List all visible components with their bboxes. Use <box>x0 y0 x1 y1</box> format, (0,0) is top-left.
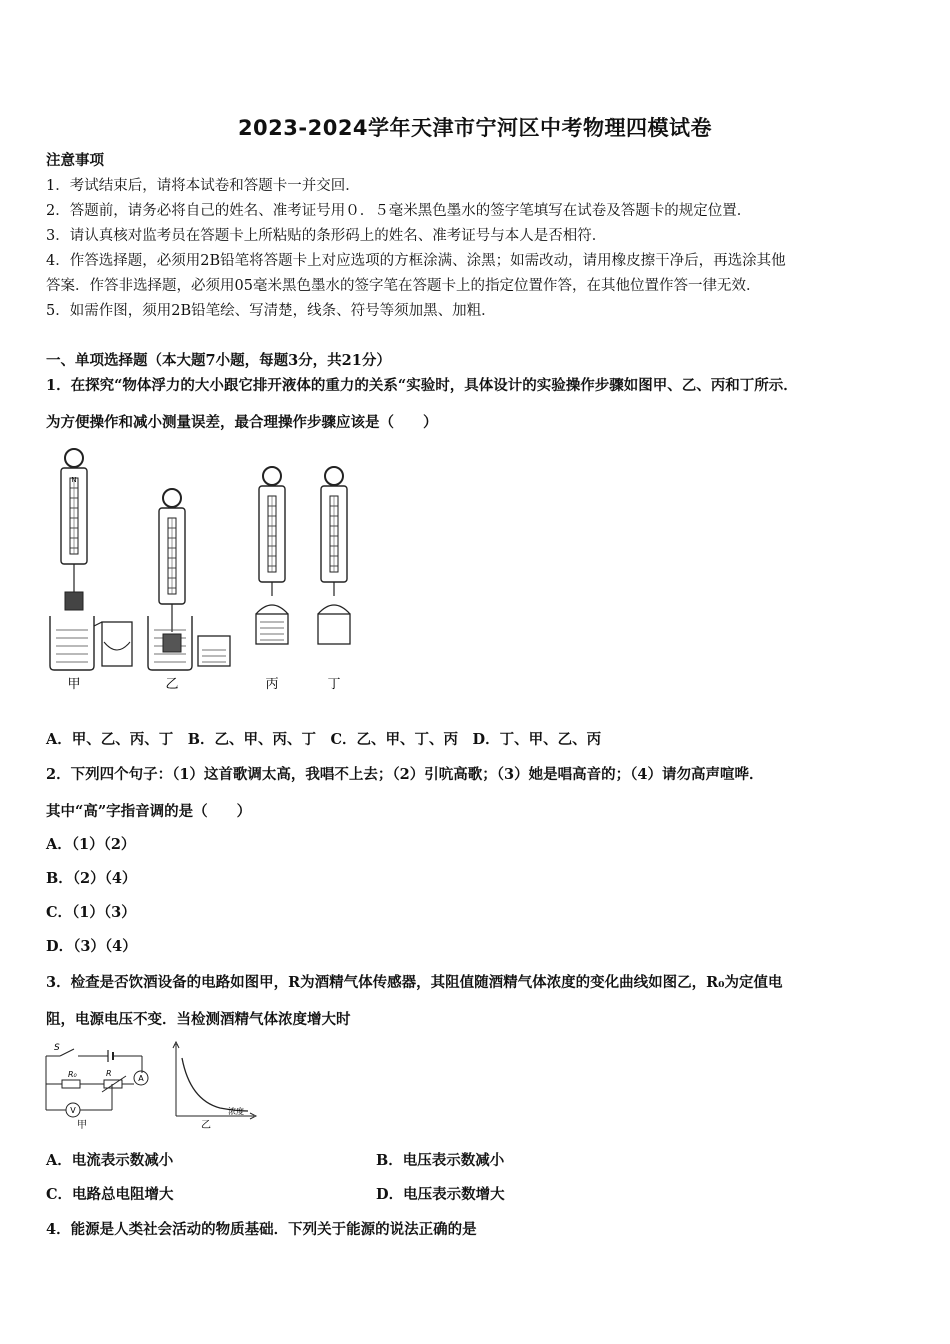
notice-item: 4．作答选择题，必须用2B铅笔将答题卡上对应选项的方框涂满、涂黑；如需改动，请用橡皮擦干净后，再选涂其他 <box>46 253 786 269</box>
circuit-caption: 甲 <box>77 1120 87 1131</box>
q2-option-b: B．（2）（4） <box>46 870 137 887</box>
notice-item: 3．请认真核对监考员在答题卡上所粘贴的条形码上的姓名、准考证号与本人是否相符． <box>46 228 607 244</box>
q1-spring-scale-figure <box>44 446 364 694</box>
section-heading: 一、单项选择题（本大题7小题，每题3分，共21分） <box>46 352 391 369</box>
q3-stem-line1: 3．检查是否饮酒设备的电路如图甲，R为酒精气体传感器，其阻值随酒精气体浓度的变化曲线如图乙，R₀为定值电 <box>46 974 783 991</box>
q1-stem-line1: 1．在探究“物体浮力的大小跟它排开液体的重力的关系“实验时，具体设计的实验操作步骤如图甲、乙、丙和丁所示． <box>46 377 798 394</box>
figure-label-ding: 丁 <box>327 677 341 692</box>
q2-stem-line2: 其中“高”字指音调的是（ ） <box>46 803 252 820</box>
q2-stem-line1: 2．下列四个句子：（1）这首歌调太高，我唱不上去；（2）引吭高歌；（3）她是唱高音的；（4）请勿高声喧哗． <box>46 766 764 783</box>
q3-option-b: B．电压表示数减小 <box>376 1152 505 1169</box>
q4-stem: 4．能源是人类社会活动的物质基础．下列关于能源的说法正确的是 <box>46 1221 477 1238</box>
q3-option-c: C．电路总电阻增大 <box>46 1186 174 1203</box>
q1-options: A．甲、乙、丙、丁 B．乙、甲、丙、丁 C．乙、甲、丁、丙 D．丁、甲、乙、丙 <box>46 731 602 748</box>
q3-stem-line2: 阻，电源电压不变．当检测酒精气体浓度增大时 <box>46 1011 351 1028</box>
figure-label-bing: 丙 <box>265 677 279 692</box>
notice-item: 1．考试结束后，请将本试卷和答题卡一并交回． <box>46 178 360 194</box>
q3-option-d: D．电压表示数增大 <box>376 1186 505 1203</box>
q2-option-d: D．（3）（4） <box>46 938 137 955</box>
q3-option-a: A．电流表示数减小 <box>46 1152 174 1169</box>
scale-unit-label: N <box>71 476 77 484</box>
q2-option-a: A．（1）（2） <box>46 836 136 853</box>
ammeter-icon: A <box>138 1074 144 1083</box>
q1-stem-line2: 为方便操作和减小测量误差，最合理操作步骤应该是（ ） <box>46 414 438 431</box>
r0-label: R₀ <box>68 1070 77 1079</box>
voltmeter-icon: V <box>70 1106 76 1115</box>
notice-item: 答案．作答非选择题，必须用05毫米黑色墨水的签字笔在答题卡上的指定位置作答，在其他位置作答一律无效． <box>46 278 761 294</box>
figure-label-yi: 乙 <box>165 677 179 692</box>
q2-option-c: C．（1）（3） <box>46 904 136 921</box>
notice-item: 5．如需作图，须用2B铅笔绘、写清楚，线条、符号等须加黑、加粗． <box>46 303 496 319</box>
notice-item: 2．答题前，请务必将自己的姓名、准考证号用０．５毫米黑色墨水的签字笔填写在试卷及答题卡的规定位置． <box>46 203 752 219</box>
x-axis-label: 浓度 <box>228 1107 244 1116</box>
circuit-diagram <box>46 1043 148 1131</box>
notice-heading: 注意事项 <box>46 152 104 169</box>
switch-label: S <box>54 1043 60 1053</box>
r-label: R <box>106 1069 112 1078</box>
curve-caption: 乙 <box>201 1120 211 1131</box>
page-title: 2023-2024学年天津市宁河区中考物理四模试卷 <box>237 116 713 140</box>
figure-label-jia: 甲 <box>67 677 81 692</box>
resistance-curve <box>173 1042 256 1131</box>
q3-circuit-figure <box>40 1038 260 1133</box>
